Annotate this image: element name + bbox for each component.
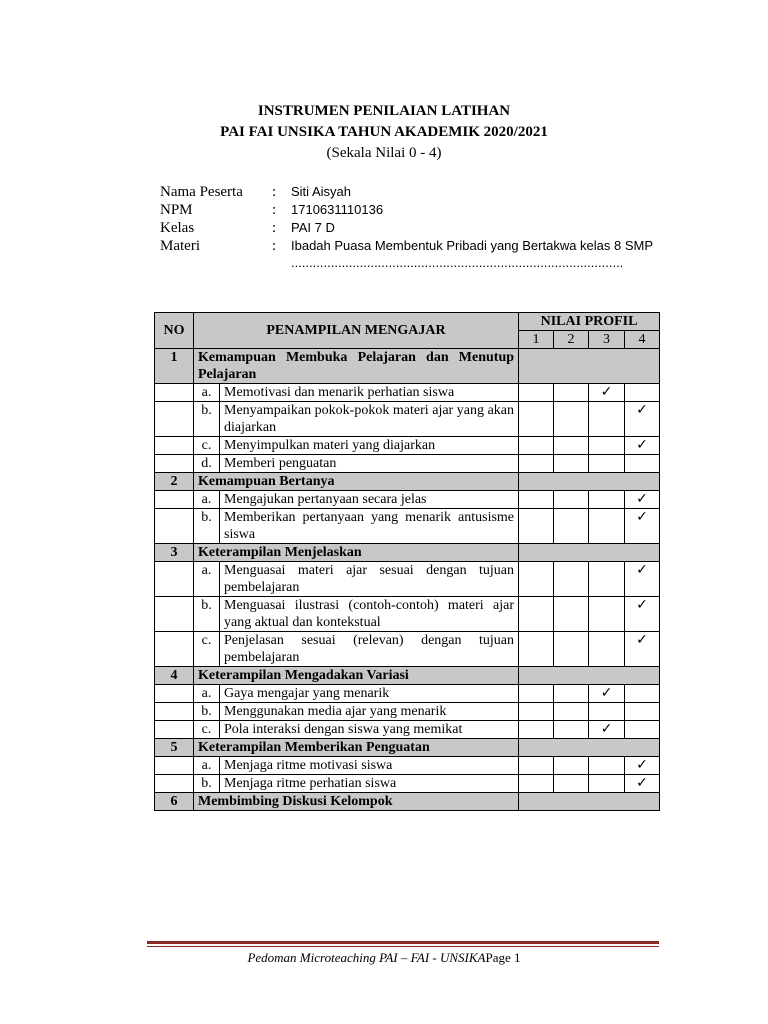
score-cell-1 xyxy=(519,491,554,509)
item-text: Gaya mengajar yang menarik xyxy=(220,685,519,703)
info-row-material xyxy=(160,237,680,255)
info-spacer xyxy=(160,255,272,271)
participant-info xyxy=(160,183,680,271)
check-icon: ✓ xyxy=(636,597,648,613)
score-cell-2 xyxy=(554,632,589,667)
item-row xyxy=(155,455,660,473)
document-subtitle: PAI FAI UNSIKA TAHUN AKADEMIK 2020/2021 xyxy=(220,124,548,140)
score-cell-4 xyxy=(625,703,660,721)
score-cell-1 xyxy=(519,685,554,703)
check-icon: ✓ xyxy=(636,632,648,648)
header-performance: PENAMPILAN MENGAJAR xyxy=(194,313,519,349)
info-row-name xyxy=(160,183,680,201)
section-title: Keterampilan Memberikan Penguatan xyxy=(194,739,519,757)
footer xyxy=(0,950,768,966)
item-row xyxy=(155,703,660,721)
score-cell-4 xyxy=(625,402,660,437)
score-cell-2 xyxy=(554,757,589,775)
footer-title: Pedoman Microteaching PAI – FAI - UNSIKA xyxy=(247,950,486,965)
score-cell-1 xyxy=(519,437,554,455)
score-cell-3 xyxy=(589,384,625,402)
item-row xyxy=(155,632,660,667)
item-row xyxy=(155,509,660,544)
score-cell-1 xyxy=(519,721,554,739)
check-icon: ✓ xyxy=(600,384,613,400)
item-text: Menjaga ritme perhatian siswa xyxy=(220,775,519,793)
item-letter: a. xyxy=(194,384,220,402)
check-icon: ✓ xyxy=(636,402,648,418)
score-cell-4 xyxy=(625,597,660,632)
check-icon: ✓ xyxy=(600,685,613,701)
score-cell-1 xyxy=(519,757,554,775)
item-text: Memberikan pertanyaan yang menarik antusisme siswa xyxy=(220,509,519,544)
section-score-blank xyxy=(519,349,660,384)
section-title: Kemampuan Bertanya xyxy=(194,473,519,491)
score-cell-3 xyxy=(589,632,625,667)
item-text: Menggunakan media ajar yang menarik xyxy=(220,703,519,721)
section-number: 4 xyxy=(155,667,194,685)
score-cell-1 xyxy=(519,384,554,402)
item-row xyxy=(155,562,660,597)
item-no-blank xyxy=(155,721,194,739)
item-text: Mengajukan pertanyaan secara jelas xyxy=(220,491,519,509)
section-row xyxy=(155,349,660,384)
item-letter: b. xyxy=(194,509,220,544)
score-cell-1 xyxy=(519,775,554,793)
section-score-blank xyxy=(519,739,660,757)
item-letter: c. xyxy=(194,721,220,739)
item-row xyxy=(155,437,660,455)
check-icon: ✓ xyxy=(636,775,648,791)
item-row xyxy=(155,384,660,402)
item-letter: a. xyxy=(194,757,220,775)
item-row xyxy=(155,721,660,739)
score-cell-1 xyxy=(519,597,554,632)
item-letter: c. xyxy=(194,437,220,455)
score-cell-4 xyxy=(625,384,660,402)
section-title: Keterampilan Menjelaskan xyxy=(194,544,519,562)
info-label: NPM xyxy=(160,202,193,218)
item-row xyxy=(155,757,660,775)
section-score-blank xyxy=(519,667,660,685)
item-text: Menyampaikan pokok-pokok materi ajar yang akan diajarkan xyxy=(220,402,519,437)
item-no-blank xyxy=(155,402,194,437)
check-icon: ✓ xyxy=(636,562,648,578)
score-cell-1 xyxy=(519,509,554,544)
item-letter: b. xyxy=(194,775,220,793)
score-cell-2 xyxy=(554,703,589,721)
score-cell-4 xyxy=(625,757,660,775)
info-row-class xyxy=(160,219,680,237)
score-cell-2 xyxy=(554,384,589,402)
footer-rule-thin xyxy=(147,946,659,947)
item-no-blank xyxy=(155,685,194,703)
item-no-blank xyxy=(155,632,194,667)
item-text: Pola interaksi dengan siswa yang memikat xyxy=(220,721,519,739)
score-cell-1 xyxy=(519,562,554,597)
item-no-blank xyxy=(155,455,194,473)
section-score-blank xyxy=(519,473,660,491)
item-no-blank xyxy=(155,703,194,721)
info-colon: : xyxy=(272,220,277,236)
assessment-table xyxy=(154,312,660,811)
item-letter: b. xyxy=(194,703,220,721)
item-text: Menyimpulkan materi yang diajarkan xyxy=(220,437,519,455)
header-score-2: 2 xyxy=(554,331,589,349)
score-cell-2 xyxy=(554,437,589,455)
score-cell-2 xyxy=(554,721,589,739)
item-no-blank xyxy=(155,597,194,632)
section-row xyxy=(155,544,660,562)
score-cell-3 xyxy=(589,597,625,632)
item-text: Memotivasi dan menarik perhatian siswa xyxy=(220,384,519,402)
section-score-blank xyxy=(519,793,660,811)
score-cell-3 xyxy=(589,402,625,437)
info-row-npm xyxy=(160,201,680,219)
item-no-blank xyxy=(155,384,194,402)
item-row xyxy=(155,685,660,703)
score-cell-4 xyxy=(625,455,660,473)
score-cell-2 xyxy=(554,597,589,632)
item-row xyxy=(155,597,660,632)
score-cell-4 xyxy=(625,509,660,544)
check-icon: ✓ xyxy=(636,437,648,453)
score-cell-4 xyxy=(625,775,660,793)
score-scale: (Sekala Nilai 0 - 4) xyxy=(326,145,442,161)
item-row xyxy=(155,775,660,793)
check-icon: ✓ xyxy=(600,721,613,737)
score-cell-3 xyxy=(589,437,625,455)
info-row-dots xyxy=(160,255,680,271)
info-spacer xyxy=(272,255,291,271)
score-cell-3 xyxy=(589,703,625,721)
section-score-blank xyxy=(519,544,660,562)
item-no-blank xyxy=(155,775,194,793)
info-value: Ibadah Puasa Membentuk Pribadi yang Bertakwa kelas 8 SMP xyxy=(291,238,654,253)
score-cell-4 xyxy=(625,437,660,455)
item-no-blank xyxy=(155,509,194,544)
section-number: 3 xyxy=(155,544,194,562)
item-letter: b. xyxy=(194,597,220,632)
item-letter: a. xyxy=(194,685,220,703)
item-no-blank xyxy=(155,491,194,509)
section-row xyxy=(155,473,660,491)
score-cell-4 xyxy=(625,721,660,739)
page-number: Page 1 xyxy=(485,950,521,965)
table-body xyxy=(155,349,660,811)
header-score-3: 3 xyxy=(589,331,625,349)
score-cell-2 xyxy=(554,402,589,437)
info-label: Nama Peserta xyxy=(160,184,243,200)
score-cell-3 xyxy=(589,491,625,509)
item-text: Menguasai ilustrasi (contoh-contoh) materi ajar yang aktual dan kontekstual xyxy=(220,597,519,632)
item-letter: b. xyxy=(194,402,220,437)
section-number: 1 xyxy=(155,349,194,384)
header-no: NO xyxy=(155,313,194,349)
score-cell-4 xyxy=(625,562,660,597)
score-cell-2 xyxy=(554,685,589,703)
score-cell-3 xyxy=(589,775,625,793)
score-cell-1 xyxy=(519,632,554,667)
section-row xyxy=(155,739,660,757)
score-cell-1 xyxy=(519,455,554,473)
check-icon: ✓ xyxy=(636,491,648,507)
section-row xyxy=(155,793,660,811)
score-cell-4 xyxy=(625,685,660,703)
score-cell-3 xyxy=(589,721,625,739)
score-cell-2 xyxy=(554,775,589,793)
score-cell-3 xyxy=(589,562,625,597)
score-cell-2 xyxy=(554,491,589,509)
info-label: Materi xyxy=(160,238,200,254)
item-letter: d. xyxy=(194,455,220,473)
item-no-blank xyxy=(155,757,194,775)
score-cell-3 xyxy=(589,685,625,703)
info-colon: : xyxy=(272,238,277,254)
check-icon: ✓ xyxy=(636,757,648,773)
info-value: PAI 7 D xyxy=(291,220,335,235)
item-letter: a. xyxy=(194,491,220,509)
header-score-1: 1 xyxy=(519,331,554,349)
item-letter: a. xyxy=(194,562,220,597)
info-value: Siti Aisyah xyxy=(291,184,351,199)
item-row xyxy=(155,402,660,437)
section-row xyxy=(155,667,660,685)
document-title: INSTRUMEN PENILAIAN LATIHAN xyxy=(257,103,511,119)
info-label: Kelas xyxy=(160,220,195,236)
score-cell-4 xyxy=(625,491,660,509)
score-cell-2 xyxy=(554,509,589,544)
item-row xyxy=(155,491,660,509)
header-score-4: 4 xyxy=(625,331,660,349)
item-letter: c. xyxy=(194,632,220,667)
item-text: Memberi penguatan xyxy=(220,455,519,473)
header-score: NILAI PROFIL xyxy=(519,313,660,331)
section-number: 2 xyxy=(155,473,194,491)
score-cell-1 xyxy=(519,402,554,437)
score-cell-2 xyxy=(554,455,589,473)
info-colon: : xyxy=(272,184,277,200)
score-cell-1 xyxy=(519,703,554,721)
score-cell-2 xyxy=(554,562,589,597)
score-cell-3 xyxy=(589,509,625,544)
item-text: Penjelasan sesuai (relevan) dengan tujuan pembelajaran xyxy=(220,632,519,667)
section-number: 5 xyxy=(155,739,194,757)
score-cell-3 xyxy=(589,757,625,775)
item-no-blank xyxy=(155,437,194,455)
dotted-line: ............................................................................................ xyxy=(291,255,624,270)
info-value: 1710631110136 xyxy=(291,202,384,217)
section-title: Membimbing Diskusi Kelompok xyxy=(194,793,519,811)
section-title: Kemampuan Membuka Pelajaran dan Menutup Pelajaran xyxy=(194,349,519,384)
score-cell-3 xyxy=(589,455,625,473)
score-cell-4 xyxy=(625,632,660,667)
section-title: Keterampilan Mengadakan Variasi xyxy=(194,667,519,685)
item-no-blank xyxy=(155,562,194,597)
item-text: Menjaga ritme motivasi siswa xyxy=(220,757,519,775)
check-icon: ✓ xyxy=(636,509,648,525)
footer-rule xyxy=(147,941,659,944)
info-colon: : xyxy=(272,202,277,218)
item-text: Menguasai materi ajar sesuai dengan tujuan pembelajaran xyxy=(220,562,519,597)
section-number: 6 xyxy=(155,793,194,811)
